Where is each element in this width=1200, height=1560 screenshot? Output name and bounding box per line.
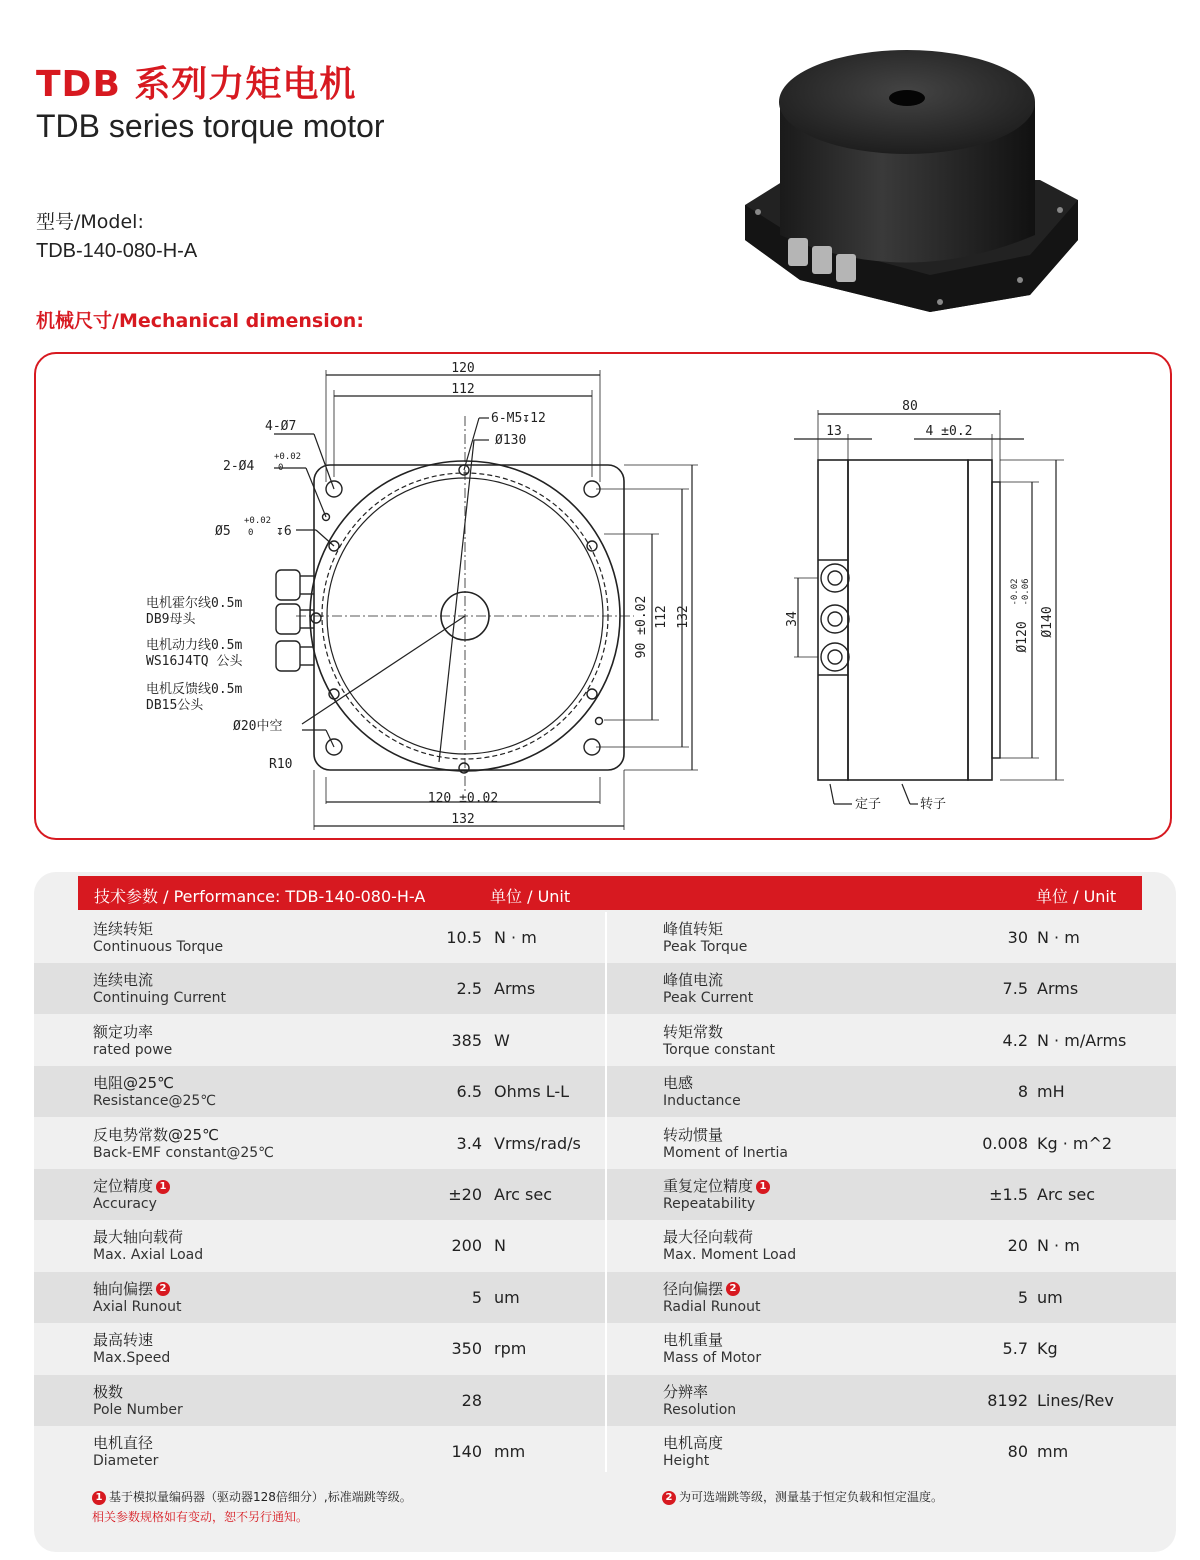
dim-90-vertical: 90 ±0.02	[634, 595, 649, 659]
spec-label-en-text: Peak Torque	[663, 939, 748, 955]
spec-label-en-text: Height	[663, 1453, 710, 1469]
spec-label-en-text: Mass of Motor	[663, 1350, 762, 1367]
footnote-1-text: 基于模拟量编码器（驱动器128倍细分）,标准端跳等级。	[109, 1490, 412, 1504]
spec-label-cn	[663, 1278, 740, 1299]
spec-value	[908, 928, 1028, 947]
spec-label-cn	[663, 1072, 693, 1093]
spec-label-en	[663, 1299, 760, 1315]
spec-unit	[494, 1288, 520, 1307]
spec-label-cn-text: 电感	[663, 1074, 694, 1093]
spec-label-en	[93, 1402, 183, 1418]
label-rotor: 转子	[920, 797, 947, 812]
cable-hall-label: 电机霍尔线0.5m	[146, 596, 243, 611]
spec-label-cn	[663, 1226, 753, 1247]
spec-unit	[494, 1339, 526, 1358]
spec-label-cn	[663, 1432, 723, 1453]
spec-label-en	[93, 1453, 158, 1469]
spec-value	[908, 1134, 1028, 1153]
footnote-1	[92, 1488, 412, 1505]
spec-label-en	[663, 1145, 788, 1161]
spec-value	[908, 1442, 1028, 1461]
spec-label-cn	[93, 1226, 183, 1247]
dim-holes-4: 4-Ø7	[265, 419, 297, 434]
dim-side-120-tol-bot: -0.06	[1021, 578, 1031, 606]
dim-120-bottom: 120 ±0.02	[427, 791, 499, 806]
dim-side-34: 34	[785, 611, 800, 627]
cable-power-label: 电机动力线0.5m	[146, 638, 243, 653]
footnote-ref-badge: 2	[156, 1282, 170, 1296]
spec-label-cn-text: 电机直径	[93, 1434, 154, 1452]
spec-label-cn	[93, 1175, 170, 1196]
spec-label-en	[93, 1093, 216, 1109]
dim-112-top: 112	[451, 382, 475, 397]
spec-unit-text: N	[494, 1236, 506, 1256]
spec-label-en-text: Resistance@25℃	[93, 1093, 216, 1110]
cable-feedback-label: 电机反馈线0.5m	[146, 682, 243, 697]
dim-hole5-depth: ↧6	[276, 524, 292, 539]
spec-value-text: 3.4	[456, 1133, 482, 1153]
dim-bolt-circle: Ø130	[495, 433, 527, 448]
spec-header-unit-right: 单位 / Unit	[1036, 887, 1117, 906]
spec-value	[908, 1031, 1028, 1050]
spec-unit-text: Arms	[494, 979, 536, 999]
spec-label-cn-text: 重复定位精度	[663, 1177, 754, 1195]
spec-unit-text: Arc sec	[1037, 1185, 1096, 1204]
spec-label-en	[93, 1247, 203, 1263]
spec-value-text: 200	[451, 1236, 482, 1256]
spec-label-en-text: Max. Axial Load	[93, 1247, 204, 1264]
spec-label-en	[663, 1196, 755, 1212]
spec-label-en	[93, 939, 223, 955]
spec-value-text: 8	[1017, 1082, 1028, 1102]
spec-column-divider	[605, 912, 607, 1472]
spec-label-en	[663, 1042, 775, 1058]
spec-unit	[494, 928, 537, 947]
spec-label-en-text: Continuous Torque	[93, 939, 224, 955]
spec-label-cn	[663, 1329, 723, 1350]
spec-label-en	[93, 990, 226, 1006]
model-label: 型号/Model:	[36, 211, 144, 233]
spec-label-en	[93, 1042, 172, 1058]
footnote-ref-badge: 1	[756, 1180, 770, 1194]
spec-label-en-text: Peak Current	[663, 990, 754, 1007]
spec-label-en	[663, 1247, 796, 1263]
spec-unit	[1037, 1442, 1068, 1461]
spec-label-en-text: Resolution	[663, 1401, 737, 1418]
spec-label-en	[663, 1350, 761, 1366]
section-heading: 机械尺寸/Mechanical dimension:	[36, 310, 364, 332]
spec-unit-text: N · m	[1037, 1236, 1080, 1256]
spec-unit-text: Kg · m^2	[1037, 1133, 1113, 1153]
spec-value	[908, 979, 1028, 998]
spec-value-text: 28	[461, 1390, 482, 1410]
spec-label-cn	[93, 1381, 123, 1402]
spec-label-en-text: rated powe	[93, 1041, 173, 1058]
dim-pin-tol-top: +0.02	[274, 452, 302, 462]
dim-side-120: Ø120	[1015, 621, 1030, 653]
spec-value	[362, 1031, 482, 1050]
dim-132-bottom: 132	[451, 812, 475, 827]
spec-label-en	[93, 1299, 181, 1315]
dim-side-120-tol-top: -0.02	[1010, 578, 1020, 606]
spec-label-cn	[93, 1432, 153, 1453]
dim-112-vertical: 112	[654, 605, 669, 629]
spec-value	[908, 1339, 1028, 1358]
spec-label-en-text: Repeatability	[663, 1196, 756, 1212]
spec-label-cn-text: 极数	[93, 1382, 124, 1401]
cable-hall-connector: DB9母头	[146, 612, 196, 627]
spec-label-cn-text: 轴向偏摆	[93, 1279, 154, 1298]
spec-value-text: 2.5	[456, 979, 482, 999]
spec-label-en-text: Max.Speed	[93, 1350, 171, 1367]
spec-label-cn-text: 最大径向载荷	[663, 1228, 754, 1247]
spec-value-text: 140	[451, 1442, 482, 1461]
spec-unit	[494, 1082, 569, 1101]
spec-table-header	[78, 876, 1142, 910]
dim-132-vertical: 132	[676, 605, 691, 629]
spec-label-en	[663, 1402, 736, 1418]
spec-label-cn-text: 径向偏摆	[663, 1279, 724, 1298]
spec-label-en	[93, 1145, 274, 1161]
spec-label-cn-text: 电机重量	[663, 1331, 724, 1350]
spec-label-cn	[663, 1175, 770, 1196]
spec-unit	[1037, 1391, 1114, 1410]
spec-label-en-text: Continuing Current	[93, 990, 227, 1007]
mechanical-drawing	[34, 352, 1172, 840]
dim-side-13: 13	[826, 424, 842, 439]
spec-value-text: 8192	[987, 1390, 1028, 1410]
model-value: TDB-140-080-H-A	[36, 240, 198, 262]
spec-label-cn	[93, 969, 153, 990]
footnote-disclaimer: 相关参数规格如有变动，恕不另行通知。	[92, 1510, 309, 1524]
spec-unit	[494, 1236, 506, 1255]
spec-unit-text: Ohms L-L	[494, 1082, 570, 1102]
spec-label-en-text: Max. Moment Load	[663, 1247, 797, 1264]
dim-side-4: 4 ±0.2	[925, 424, 973, 439]
spec-value	[362, 1185, 482, 1204]
spec-label-cn-text: 额定功率	[93, 1022, 154, 1041]
dim-radius: R10	[269, 757, 293, 772]
spec-unit-text: mH	[1037, 1082, 1065, 1102]
spec-unit	[1037, 928, 1080, 947]
spec-unit-text: Vrms/rad/s	[494, 1133, 581, 1153]
spec-label-cn	[663, 1381, 708, 1402]
spec-value	[362, 979, 482, 998]
spec-label-cn	[93, 1021, 153, 1042]
spec-unit-text: Arms	[1037, 979, 1079, 999]
spec-unit	[1037, 1134, 1112, 1153]
spec-value	[362, 1288, 482, 1307]
dim-pin-2: 2-Ø4	[223, 459, 255, 474]
page-title-cn: TDB 系列力矩电机	[36, 64, 357, 105]
spec-unit-text: Kg	[1037, 1339, 1058, 1359]
spec-value-text: 7.5	[1002, 979, 1028, 999]
spec-value-text: 4.2	[1002, 1030, 1028, 1050]
spec-unit-text: Arc sec	[494, 1185, 553, 1204]
spec-label-cn	[93, 918, 153, 939]
spec-value	[908, 1185, 1028, 1204]
spec-label-cn	[663, 1124, 723, 1145]
spec-label-en	[93, 1196, 157, 1212]
spec-label-en-text: Diameter	[93, 1453, 159, 1469]
spec-unit	[494, 1442, 525, 1461]
dim-hollow: Ø20中空	[233, 719, 283, 734]
footnote-2-text: 为可选端跳等级，测量基于恒定负载和恒定温度。	[679, 1490, 944, 1504]
dim-hole5-tol-top: +0.02	[244, 516, 272, 526]
spec-label-en	[663, 990, 753, 1006]
spec-label-en-text: Back-EMF constant@25℃	[93, 1144, 274, 1161]
dim-bolt: 6-M5↧12	[491, 411, 546, 426]
spec-value-text: 20	[1007, 1236, 1028, 1256]
spec-value	[908, 1288, 1028, 1307]
spec-unit	[1037, 1236, 1080, 1255]
dim-pin-tol-bot: 0	[278, 463, 284, 473]
spec-label-cn	[93, 1329, 153, 1350]
spec-value	[362, 928, 482, 947]
spec-value-text: 5.7	[1002, 1339, 1028, 1359]
spec-label-en	[663, 1093, 741, 1109]
spec-label-cn	[663, 969, 723, 990]
spec-unit-text: Lines/Rev	[1037, 1390, 1114, 1410]
footnote-ref-badge: 2	[726, 1282, 740, 1296]
spec-value-text: 350	[451, 1339, 482, 1359]
spec-unit	[494, 1134, 581, 1153]
spec-value-text: 5	[471, 1287, 482, 1307]
spec-label-cn-text: 定位精度	[93, 1177, 154, 1195]
dim-hole5-tol-bot: 0	[248, 528, 254, 538]
spec-label-cn-text: 电机高度	[663, 1434, 724, 1452]
spec-unit	[494, 1185, 552, 1204]
spec-value-text: 5	[1017, 1287, 1028, 1307]
spec-unit	[1037, 979, 1078, 998]
spec-label-cn-text: 反电势常数@25℃	[93, 1125, 219, 1144]
spec-value	[908, 1391, 1028, 1410]
spec-label-en-text: Inductance	[663, 1093, 741, 1110]
spec-value	[362, 1391, 482, 1410]
spec-unit-text: um	[494, 1287, 520, 1307]
spec-label-en-text: Accuracy	[93, 1196, 157, 1212]
footnote-2-badge: 2	[662, 1491, 676, 1505]
spec-value	[908, 1236, 1028, 1255]
spec-value	[362, 1442, 482, 1461]
spec-value	[362, 1082, 482, 1101]
spec-label-en-text: Radial Runout	[663, 1298, 761, 1315]
cable-feedback-connector: DB15公头	[146, 698, 204, 713]
dim-hole5: Ø5	[215, 524, 231, 539]
spec-label-en	[93, 1350, 170, 1366]
spec-value-text: 10.5	[446, 928, 482, 947]
spec-label-cn-text: 连续转矩	[93, 920, 154, 938]
spec-unit	[1037, 1031, 1126, 1050]
spec-label-cn	[663, 1021, 723, 1042]
spec-label-cn-text: 转矩常数	[663, 1022, 724, 1041]
spec-unit-text: rpm	[494, 1339, 527, 1359]
spec-value	[362, 1236, 482, 1255]
spec-header-unit-left: 单位 / Unit	[490, 887, 571, 906]
spec-label-en-text: Moment of Inertia	[663, 1144, 788, 1161]
dim-120-top: 120	[451, 361, 475, 376]
spec-value-text: 385	[451, 1030, 482, 1050]
dim-side-80: 80	[902, 399, 918, 414]
spec-label-cn-text: 电阻@25℃	[93, 1074, 174, 1093]
page-title-en: TDB series torque motor	[36, 108, 385, 144]
spec-unit	[494, 1031, 510, 1050]
spec-value-text: 30	[1007, 928, 1028, 947]
dim-side-140: Ø140	[1040, 606, 1055, 638]
spec-unit-text: um	[1037, 1287, 1063, 1307]
spec-label-en-text: Pole Number	[93, 1401, 183, 1418]
spec-label-cn-text: 峰值转矩	[663, 920, 724, 938]
spec-unit-text: N · m	[494, 928, 537, 947]
spec-value-text: 80	[1007, 1442, 1028, 1461]
spec-unit	[494, 979, 535, 998]
spec-header-title: 技术参数 / Performance: TDB-140-080-H-A	[94, 887, 426, 906]
spec-value-text: 6.5	[456, 1082, 482, 1102]
spec-label-en	[663, 939, 747, 955]
cable-power-connector: WS16J4TQ 公头	[146, 654, 243, 669]
motor-photo	[740, 40, 1080, 315]
footnote-1-badge: 1	[92, 1491, 106, 1505]
spec-label-cn	[93, 1278, 170, 1299]
spec-value-text: ±1.5	[989, 1185, 1028, 1204]
spec-unit	[1037, 1185, 1095, 1204]
spec-unit-text: N · m	[1037, 928, 1080, 947]
label-stator: 定子	[855, 797, 882, 812]
spec-unit	[1037, 1082, 1065, 1101]
spec-unit-text: W	[494, 1030, 510, 1050]
spec-label-en-text: Torque constant	[663, 1041, 775, 1058]
spec-label-cn-text: 分辨率	[663, 1382, 709, 1401]
footnote-ref-badge: 1	[156, 1180, 170, 1194]
spec-unit-text: mm	[494, 1442, 526, 1461]
spec-value-text: 0.008	[982, 1133, 1028, 1153]
spec-unit-text: N · m/Arms	[1037, 1030, 1127, 1050]
spec-label-en-text: Axial Runout	[93, 1298, 182, 1315]
spec-label-en	[663, 1453, 709, 1469]
spec-value	[362, 1134, 482, 1153]
spec-label-cn	[93, 1124, 219, 1145]
spec-label-cn-text: 连续电流	[93, 971, 154, 990]
spec-unit	[1037, 1288, 1063, 1307]
spec-value	[908, 1082, 1028, 1101]
footnote-2	[662, 1488, 943, 1505]
spec-label-cn	[663, 918, 723, 939]
spec-value-text: ±20	[448, 1185, 482, 1204]
spec-label-cn-text: 最大轴向载荷	[93, 1228, 184, 1247]
spec-value	[362, 1339, 482, 1358]
spec-label-cn-text: 最高转速	[93, 1331, 154, 1350]
spec-label-cn-text: 峰值电流	[663, 971, 724, 990]
spec-label-cn	[93, 1072, 174, 1093]
spec-label-cn-text: 转动惯量	[663, 1125, 724, 1144]
spec-unit-text: mm	[1037, 1442, 1069, 1461]
spec-unit	[1037, 1339, 1058, 1358]
